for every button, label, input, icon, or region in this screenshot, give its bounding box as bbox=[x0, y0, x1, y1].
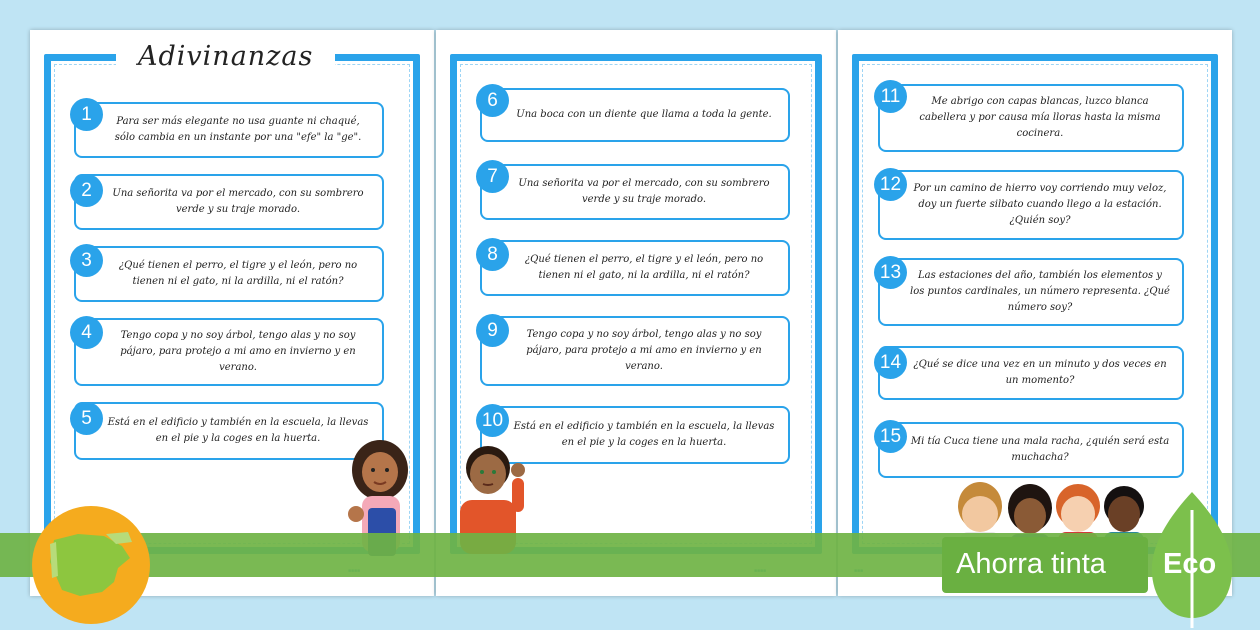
riddle-number: 9 bbox=[476, 314, 509, 347]
riddle-text: Una señorita va por el mercado, con su sombrero verde y su traje morado. bbox=[518, 178, 770, 205]
riddle-text: Las estaciones del año, también los elementos y los puntos cardinales, un número representa. ¿Qué número soy? bbox=[910, 270, 1170, 313]
riddle-card bbox=[480, 316, 790, 386]
riddle-card bbox=[74, 246, 384, 302]
worksheet-page-2 bbox=[436, 30, 836, 596]
riddle-text: Me abrigo con capas blancas, luzco blanca cabellera y por causa mía lloras hasta la misma cocinera. bbox=[919, 96, 1161, 139]
riddle-number: 8 bbox=[476, 238, 509, 271]
riddle-number: 14 bbox=[874, 346, 907, 379]
riddle-number: 4 bbox=[70, 316, 103, 349]
riddle-number: 1 bbox=[70, 98, 103, 131]
riddle-number: 10 bbox=[476, 404, 509, 437]
riddle-number: 11 bbox=[874, 80, 907, 113]
riddle-text: Está en el edificio y también en la escuela, la llevas en el pie y la coges en la huerta. bbox=[513, 421, 775, 448]
riddle-card bbox=[878, 258, 1184, 326]
riddle-card bbox=[74, 402, 384, 460]
riddle-card bbox=[74, 102, 384, 158]
riddle-text: Para ser más elegante no usa guante ni chaqué, sólo cambia en un instante por una "efe" la "ge". bbox=[114, 116, 362, 143]
riddle-card bbox=[74, 318, 384, 386]
riddle-number: 12 bbox=[874, 168, 907, 201]
riddle-card bbox=[480, 164, 790, 220]
riddle-text: Una boca con un diente que llama a toda la gente. bbox=[516, 109, 772, 120]
riddle-card bbox=[480, 240, 790, 296]
riddle-text: Tengo copa y no soy árbol, tengo alas y no soy pájaro, para protejo a mi amo en invierno y en verano. bbox=[526, 329, 762, 372]
riddle-number: 6 bbox=[476, 84, 509, 117]
riddle-number: 15 bbox=[874, 420, 907, 453]
riddle-text: Una señorita va por el mercado, con su sombrero verde y su traje morado. bbox=[112, 188, 364, 215]
riddle-number: 2 bbox=[70, 174, 103, 207]
page-title: Adivinanzas bbox=[116, 40, 335, 74]
eco-label: Eco bbox=[1163, 548, 1217, 580]
spain-map-badge bbox=[32, 506, 150, 624]
save-ink-label: Ahorra tinta bbox=[956, 548, 1106, 580]
riddle-text: Mi tía Cuca tiene una mala racha, ¿quién será esta muchacha? bbox=[910, 436, 1170, 463]
riddle-text: Por un camino de hierro voy corriendo muy veloz, doy un fuerte silbato cuando llego a la estación. ¿Quién soy? bbox=[913, 183, 1167, 226]
riddle-card bbox=[74, 174, 384, 230]
riddle-card bbox=[480, 88, 790, 142]
riddle-number: 13 bbox=[874, 256, 907, 289]
riddle-number: 3 bbox=[70, 244, 103, 277]
riddle-card bbox=[878, 346, 1184, 400]
spain-map-icon bbox=[32, 506, 150, 624]
riddle-text: ¿Qué se dice una vez en un minuto y dos veces en un momento? bbox=[913, 359, 1167, 386]
riddle-text: Tengo copa y no soy árbol, tengo alas y no soy pájaro, para protejo a mi amo en invierno y en verano. bbox=[120, 330, 356, 373]
riddle-card bbox=[878, 84, 1184, 152]
riddle-text: Está en el edificio y también en la escuela, la llevas en el pie y la coges en la huerta. bbox=[107, 417, 369, 444]
riddle-text: ¿Qué tienen el perro, el tigre y el león, pero no tienen ni el gato, ni la ardilla, ni el ratón? bbox=[524, 254, 764, 281]
riddle-number: 5 bbox=[70, 402, 103, 435]
riddle-text: ¿Qué tienen el perro, el tigre y el león, pero no tienen ni el gato, ni la ardilla, ni el ratón? bbox=[118, 260, 358, 287]
riddle-number: 7 bbox=[476, 160, 509, 193]
riddle-card bbox=[878, 170, 1184, 240]
